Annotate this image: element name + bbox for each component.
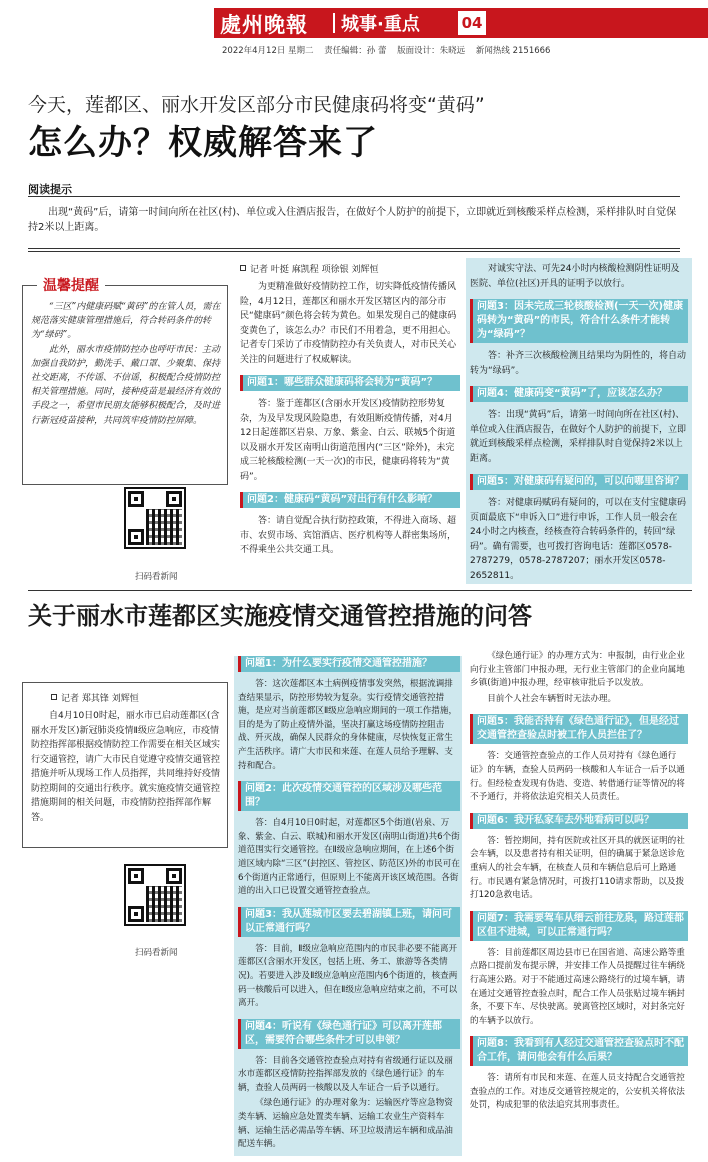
qr-finder-icon (128, 868, 144, 884)
masthead-meta (222, 44, 558, 56)
lead-bottom-divider (28, 248, 680, 252)
lead-divider (28, 196, 680, 197)
question-3: 问题3：因未完成三轮核酸检测(一天一次)健康码转为“黄码”的市民，符合什么条件才能转为“绿码”？ (470, 299, 688, 343)
article1-intro: 为更精准做好疫情防控工作，切实降低疫情传播风险，4月12日，莲都区和丽水开发区辖区内的部分市民“健康码”颜色将会转为黄色。如果发现自己的健康码变黄色了，该怎么办？市民们不用着急，更不用担心。记者专门采访了市疫情防控办有关负责人，对市民关心关注的问题进行了权威解读。 (240, 282, 457, 365)
question-1: 问题1：为什么要实行疫情交通管控措施？ (238, 656, 460, 672)
masthead-divider (333, 13, 335, 33)
masthead (0, 0, 708, 62)
answer-3: 答：目前，Ⅱ级应急响应范围内的市民非必要不能离开莲都区(含丽水开发区，包括上班、务工、旅游等各类情况)。若要进入涉及Ⅱ级应急响应范围内6个街道的，核查两码一核酸后可以进入，但在Ⅱ级应急响应结束之前，不可以离开。 (238, 943, 458, 1009)
answer-2: 答：请自觉配合执行防控政策，不得进入商场、超市、农贸市场、宾馆酒店、医疗机构等人群密集场所，不得乘坐公共交通工具。 (240, 516, 457, 555)
question-4: 问题4：健康码变“黄码”了，应该怎么办？ (470, 386, 688, 402)
answer-5: 答：交通管控查验点的工作人员对持有《绿色通行证》的车辆，查验人员两码一核酸和人车证合一后予以通行。但经检查发现有伪造、变造、转借通行证等情况的将不予通行，并将依法追究相关人员责任。 (470, 751, 685, 803)
question-7: 问题7：我需要驾车从缙云前往龙泉，路过莲都区但不进城，可以正常通行吗？ (470, 911, 688, 941)
designer-credit: 版面设计：朱晓远 (397, 46, 466, 56)
qr-finder-icon (128, 491, 144, 507)
answer-1: 答：鉴于莲都区(含丽水开发区)疫情防控形势复杂，为及早发现风险隐患，有效阻断疫情传播，对4月12日起莲都区岩泉、万象、紫金、白云、联城5个街道以及丽水开发区南明山街道范围内(“三区”除外)，未完成三轮核酸检测(一天一次)的市民，健康码将转为“黄码”。 (240, 399, 456, 482)
qr-pattern (146, 886, 182, 922)
question-2: 问题2：健康码“黄码”对出行有什么影响？ (240, 492, 460, 508)
answer-1: 答：这次莲都区本土病例疫情事发突然，根据流调排查结果显示，防控形势较为复杂。实行疫情交通管控措施，是应对当前莲都区Ⅱ级应急响应期间的一项工作措施，目的是为了防止疫情外溢，坚决打赢这场疫情防控阻击战、歼灭战，确保人民群众的身体健康，尽快恢复正常生产生活秩序。请广大市民和来莲、在莲人员给予理解、支持和配合。 (238, 679, 458, 771)
answer-6: 答：暂控期间，持有医院或社区开具的就医证明的社会车辆，以及患者持有相关证明，但的确属于紧急送诊危重病人的社会车辆，在核查人员和车辆信息后可上路通行。市民遇有紧急情况时，可拨打110请求帮助，以及拨打120急救电话。 (470, 835, 685, 901)
question-6: 问题6：我开私家车去外地看病可以吗？ (470, 813, 688, 829)
question-4: 问题4：听说有《绿色通行证》可以离开莲都区，需要符合哪些条件才可以申领？ (238, 1019, 460, 1049)
qr-pattern (146, 509, 182, 545)
answer-4: 答：出现“黄码”后，请第一时间向所在社区(村)、单位或入住酒店报告，在做好个人防护的前提下，立即就近到核酸采样点检测，采样排队时自觉保持2米以上距离。 (470, 410, 687, 464)
answer-5: 答：对健康码赋码有疑问的，可以在支付宝健康码页面最底下“申诉入口”进行申诉，工作人员一般会在24小时之内核查，经核查符合转码条件的，转回“绿码”。确有需要，也可拨打咨询电话：莲都区0578-2787279，0578-2787207；丽水开发区0578-2652811。 (470, 498, 687, 581)
answer-4: 答：目前各交通管控查验点对持有省级通行证以及丽水市莲都区疫情防控指挥部发放的《绿色通行证》的车辆，查验人员两码一核酸以及人车证合一后予以通行。 (238, 1055, 453, 1093)
article2-column-right (470, 650, 688, 1115)
continuation-text: 对诚实守法、可先24小时内核酸检测阴性证明及医院、单位(社区)开具的证明予以放行。 (470, 264, 680, 289)
qr-code-icon[interactable] (124, 864, 186, 926)
answer-7: 答：目前莲都区周边县市已在国省道、高速公路等重点路口提前发布提示牌，并安排工作人员提醒过往车辆绕行高速公路。对于不能通过高速公路绕行的过境车辆，请在通过交通管控查验点时，配合工作人员张贴过境车辆封条，不要下车、尽快驶离。驶离管控区域时，对封条完好的车辆予以放行。 (470, 947, 685, 1026)
lead-label: 阅读提示 (28, 183, 72, 196)
issue-date: 2022年4月12日 星期二 (222, 46, 314, 56)
question-8: 问题8：我看到有人经过交通管控查验点时不配合工作，请问他会有什么后果？ (470, 1036, 688, 1066)
green-pass-paragraph: 目前个人社会车辆暂时无法办理。 (487, 693, 617, 704)
lead-text: 出现“黄码”后，请第一时间向所在社区(村)、单位或入住酒店报告，在做好个人防护的前提下，立即就近到核酸采样点检测，采样排队时自觉保持2米以上距离。 (28, 207, 677, 233)
editor-credit: 责任编辑：孙 蕾 (324, 46, 387, 56)
answer-2: 答：自4月10日0时起，对莲都区5个街道(岩泉、万象、紫金、白云、联城)和丽水开发区(南明山街道)共6个街道范围实行交通管控。在Ⅱ级应急响应期间，在上述6个街道区域内除“三区”(封控区、管控区、防范区)外的市民可在6个街道内正常通行，但原则上不能离开该区域范围。各街道的出入口已设置交通管控查验点。 (238, 818, 460, 897)
qr-finder-icon (128, 906, 144, 922)
qr-caption: 扫码看新闻 (135, 948, 178, 958)
byline-square-icon (51, 694, 57, 700)
article1-title: 怎么办？权威解答来了 (28, 123, 378, 163)
article1-column-right (470, 262, 688, 585)
article2-intro-box (22, 682, 228, 848)
qr-caption: 扫码看新闻 (135, 572, 178, 582)
green-pass-paragraph: 《绿色通行证》的办理对象为：运输医疗等应急物资类车辆、运输应急处置类车辆、运输工农业生产资料车辆、运输生活必需品等车辆、环卫垃圾清运车辆和成品油配送车辆。 (238, 1098, 453, 1150)
question-5: 问题5：对健康码有疑问的，可以向哪里咨询？ (470, 474, 688, 490)
article1-byline: 记者 叶挺 麻凯程 项徐银 刘辉恒 (240, 262, 378, 275)
tip-body (31, 300, 221, 428)
tip-box (22, 278, 228, 485)
qr-finder-icon (128, 529, 144, 545)
qr-finder-icon (166, 491, 182, 507)
qr-finder-icon (166, 868, 182, 884)
article2-intro: 自4月10日0时起，丽水市已启动莲都区(含丽水开发区)新冠肺炎疫情Ⅱ级应急响应，市疫情防控指挥部根据疫情防控工作需要在相关区域实行交通管控，请广大市民自觉遵守疫情交通管控措施并听从现场工作人员指挥，共同维持好疫情防控期间的交通出行秩序。就实施疫情交通管控措施期间的相关问题，市疫情防控指挥部作解答。 (31, 711, 221, 823)
green-pass-paragraph: 《绿色通行证》的办理方式为：申报制，由行业企业向行业主管部门申报办理，无行业主管部门的企业向属地乡镇(街道)申报办理，经审核审批后予以发放。 (470, 651, 685, 689)
answer-8: 答：请所有市民和来莲、在莲人员支持配合交通管控查验点的工作。对违反交通管控规定的，公安机关将依法处罚，构成犯罪的依法追究其刑事责任。 (470, 1073, 685, 1111)
article1-column-middle (240, 280, 460, 560)
question-1: 问题1：哪些群众健康码将会转为“黄码”？ (240, 375, 460, 391)
qr-code-icon[interactable] (124, 487, 186, 549)
question-2: 问题2：此次疫情交通管控的区域涉及哪些范围？ (238, 781, 460, 811)
answer-3: 答：补齐三次核酸检测且结果均为阴性的，将自动转为“绿码”。 (470, 351, 687, 376)
question-5: 问题5：我能否持有《绿色通行证》，但是经过交通管控查验点时被工作人员拦住了？ (470, 714, 688, 744)
article2-byline: 记者 郑其锋 刘辉恒 (51, 691, 139, 704)
byline-square-icon (240, 265, 246, 271)
article2-title: 关于丽水市莲都区实施疫情交通管控措施的问答 (28, 602, 532, 630)
section-divider (28, 590, 692, 591)
question-3: 问题3：我从莲城市区要去碧湖镇上班，请问可以正常通行吗？ (238, 907, 460, 937)
news-hotline: 新闻热线 2151666 (475, 46, 551, 56)
tip-paragraph: “三区”内健康码赋“黄码”的在管人员，需在规范落实健康管理措施后，符合转码条件的转为“绿码”。 (31, 302, 221, 341)
tip-title: 温馨提醒 (37, 275, 105, 295)
newspaper-logo: 處州晚報 (220, 12, 308, 37)
page-number: 04 (458, 11, 486, 35)
article1-subtitle: 今天，莲都区、丽水开发区部分市民健康码将变“黄码” (28, 94, 485, 116)
article2-column-middle (238, 648, 460, 1154)
section-name: 城事·重点 (341, 14, 420, 35)
tip-paragraph: 此外，丽水市疫情防控办也呼吁市民：主动加强自我防护，勤洗手、戴口罩、少聚集、保持社交距离，不传谣、不信谣，积极配合疫情防控相关管理措施。同时，接种疫苗是最经济有效的手段之一，希望市民朋友能够积极配合，及时进行新冠疫苗接种，共同筑牢疫情防控屏障。 (31, 344, 221, 426)
